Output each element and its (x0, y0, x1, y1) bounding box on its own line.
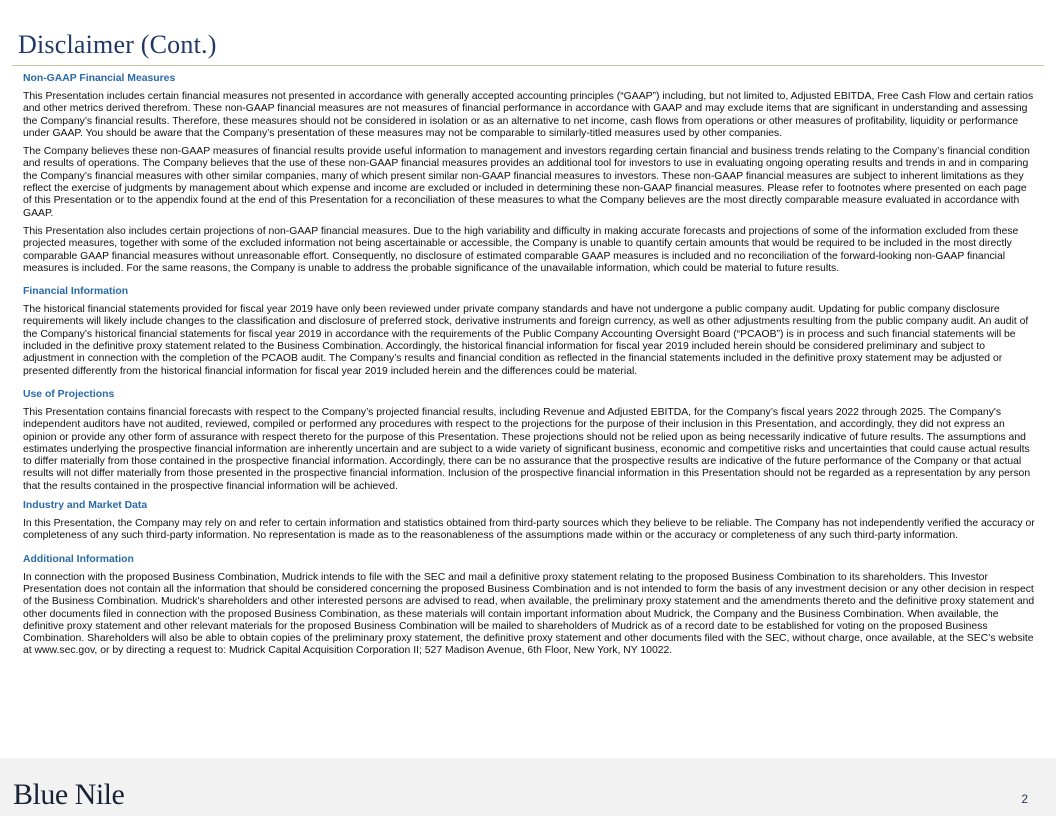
paragraph: This Presentation includes certain financial measures not presented in accordance with generally accepted accounting principles (“GAAP”) including, but not limited to, Adjusted EBITDA, Free Cash Flow and certain ratios and other metrics derived therefrom. These non-GAAP financial measures are not measures of financial performance in accordance with GAAP and may exclude items that are significant in understanding and assessing the Company’s financial results. Therefore, these measures should not be considered in isolation or as an alternative to net income, cash flows from operations or other measures of profitability, liquidity or performance under GAAP. You should be aware that the Company’s presentation of these measures may not be comparable to similarly-titled measures used by other companies. (23, 91, 1034, 139)
section-heading: Additional Information (23, 553, 134, 565)
paragraph: In this Presentation, the Company may rely on and refer to certain information and statistics obtained from third-party sources which they believe to be reliable. The Company has not independently verified the accuracy or completeness of any such third-party information. No representation is made as to the reasonableness of the assumptions made within or the accuracy or completeness of any such third-party information. (23, 518, 1035, 542)
paragraph: In connection with the proposed Business Combination, Mudrick intends to file with the SEC and mail a definitive proxy statement relating to the proposed Business Combination to its shareholders. This Investor Presentation does not contain all the information that should be considered concerning the proposed Business Combination and is not intended to form the basis of any investment decision or any other decision in respect of the Business Combination. Mudrick’s shareholders and other interested persons are advised to read, when available, the preliminary proxy statement and the amendments thereto and the definitive proxy statement and other documents filed in connection with the proposed Business Combination, as these materials will contain important information about Mudrick, the Company and the Business Combination. When available, the definitive proxy statement and other relevant materials for the proposed Business Combination will be mailed to shareholders of Mudrick as of a record date to be established for voting on the proposed Business Combination. Shareholders will also be able to obtain copies of the preliminary proxy statement, the definitive proxy statement and other documents filed with the SEC, without charge, once available, at the SEC’s website at www.sec.gov, or by directing a request to: Mudrick Capital Acquisition Corporation II; 527 Madison Avenue, 6th Floor, New York, NY 10022. (23, 571, 1035, 657)
company-logo: Blue Nile (13, 778, 125, 811)
section-use-of-projections (23, 388, 1035, 493)
section-financial-information (23, 285, 1035, 378)
section-additional-information (23, 553, 1035, 658)
page-number: 2 (1021, 792, 1028, 806)
section-non-gaap (23, 72, 1035, 275)
section-industry-market-data (23, 499, 1035, 543)
section-heading: Non-GAAP Financial Measures (23, 73, 176, 84)
paragraph: The historical financial statements provided for fiscal year 2019 have only been reviewed under private company standards and have not undergone a public company audit. Updating for public company disclosure requirements will likely include changes to the classification and disclosure of preferred stock, derivative instruments and foreign currency, as well as other adjustments resulting from the public company audit. An audit of the Company’s historical financial statements for fiscal year 2019 in accordance with the requirements of the Public Company Accounting Oversight Board (“PCAOB”) is in process and such financial statements will be included in the definitive proxy statement related to the Business Combination. Accordingly, the historical financial information for fiscal year 2019 included herein should be considered preliminary and subject to adjustment in connection with the completion of the PCAOB audit. The Company’s results and financial condition as reflected in the financial statements included in the definitive proxy statement may be adjusted or presented differently from the historical financial information for fiscal year 2019 included herein and the differences could be material. (23, 304, 1029, 377)
paragraph: This Presentation also includes certain projections of non-GAAP financial measures. Due to the high variability and difficulty in making accurate forecasts and projections of some of the information excluded from these projected measures, together with some of the excluded information not being ascertainable or accessible, the Company is unable to quantify certain amounts that would be required to be included in the most directly comparable GAAP financial measures without unreasonable effort. Consequently, no disclosure of estimated comparable GAAP measures is included and no reconciliation of the forward-looking non-GAAP financial measures is included. For the same reasons, the Company is unable to address the probable significance of the unavailable information, which could be material to future results. (23, 225, 1019, 274)
title-divider (12, 65, 1044, 66)
disclaimer-body (23, 72, 1035, 668)
section-heading: Financial Information (23, 286, 129, 298)
paragraph: This Presentation contains financial forecasts with respect to the Company’s projected financial results, including Revenue and Adjusted EBITDA, for the Company’s fiscal years 2022 through 2025. The Company's independent auditors have not audited, reviewed, compiled or performed any procedures with respect to the projections for the purpose of their inclusion in this Presentation, and accordingly, they did not express an opinion or provide any other form of assurance with respect thereto for the purpose of this Presentation. These projections should not be relied upon as being necessarily indicative of future results. The assumptions and estimates underlying the prospective financial information are inherently uncertain and are subject to a wide variety of significant business, economic and competitive risks and uncertainties that could cause actual results to differ materially from those contained in the prospective financial information. Accordingly, there can be no assurance that the prospective results are indicative of the future performance of the Company or that actual results will not differ materially from those presented in the prospective financial information. Inclusion of the prospective financial information in this Presentation should not be regarded as a representation by any person that the results contained in the prospective financial information will be achieved. (23, 406, 1031, 492)
page-title: Disclaimer (Cont.) (18, 30, 217, 59)
paragraph: The Company believes these non-GAAP measures of financial results provide useful information to management and investors regarding certain financial and business trends relating to the Company’s financial condition and results of operations. The Company believes that the use of these non-GAAP financial measures provides an additional tool for investors to use in evaluating ongoing operating results and trends in and in comparing the Company’s financial measures with other similar companies, many of which present similar non-GAAP financial measures to investors. These non-GAAP financial measures are subject to inherent limitations as they reflect the exercise of judgments by management about which expense and income are excluded or included in determining these non-GAAP financial measures. Please refer to footnotes where presented on each page of this Presentation or to the appendix found at the end of this Presentation for a reconciliation of these measures to what the Company believes are the most directly comparable measure evaluated in accordance with GAAP. (23, 146, 1030, 219)
section-heading: Industry and Market Data (23, 500, 148, 512)
footer-bar (0, 758, 1056, 816)
section-heading: Use of Projections (23, 388, 115, 400)
